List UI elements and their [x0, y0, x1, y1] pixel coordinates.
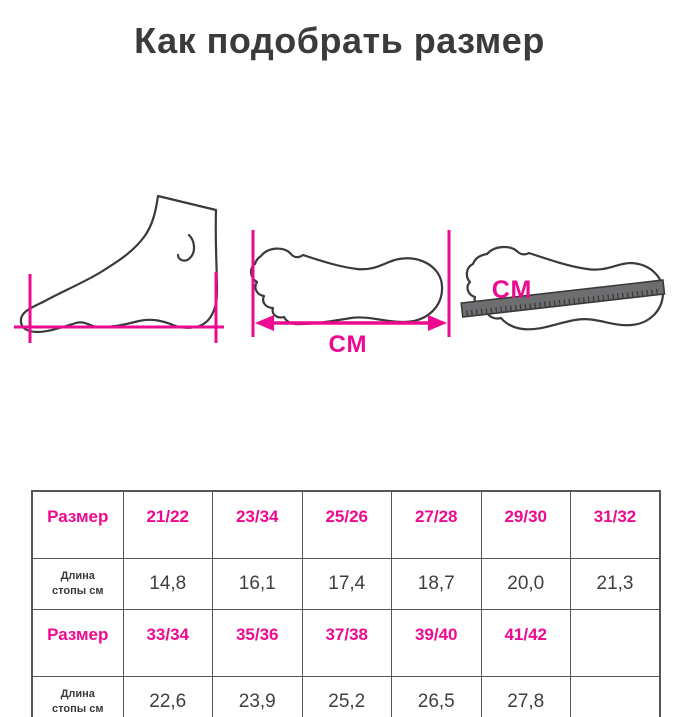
- size-cell: 29/30: [481, 491, 571, 559]
- length-cell: 26,5: [392, 677, 482, 717]
- footprint-outline: [251, 249, 442, 325]
- length-cell: 22,6: [123, 677, 213, 717]
- size-table: [31, 490, 661, 717]
- length-cell: 18,7: [392, 559, 482, 610]
- length-cell: 25,2: [302, 677, 392, 717]
- size-cell: 33/34: [123, 610, 213, 677]
- length-cell: 27,8: [481, 677, 571, 717]
- size-cell: 31/32: [571, 491, 661, 559]
- foot-outline: [21, 196, 217, 332]
- size-cell: 25/26: [302, 491, 392, 559]
- footprint-length-illustration: [245, 225, 460, 357]
- size-row-label: Размер: [32, 491, 123, 559]
- size-cell: 37/38: [302, 610, 392, 677]
- length-cell: 17,4: [302, 559, 392, 610]
- size-cell: [571, 610, 661, 677]
- table-row-lengths-1: [32, 559, 660, 610]
- length-cell: 20,0: [481, 559, 571, 610]
- length-cell: 16,1: [213, 559, 303, 610]
- cm-label: СМ: [491, 276, 533, 304]
- foot-side-view-illustration: [5, 185, 235, 347]
- footprint-ruler-illustration: [455, 243, 679, 350]
- table-row-lengths-2: [32, 677, 660, 717]
- size-cell: 27/28: [392, 491, 482, 559]
- cm-label: СМ: [328, 331, 368, 357]
- page-title: Как подобрать размер: [134, 20, 545, 61]
- table-row-sizes-2: [32, 610, 660, 677]
- length-cell: 23,9: [213, 677, 303, 717]
- length-cell: [571, 677, 661, 717]
- size-cell: 41/42: [481, 610, 571, 677]
- size-cell: 23/34: [213, 491, 303, 559]
- length-cell: 21,3: [571, 559, 661, 610]
- length-row-label: Длина стопы см: [32, 559, 123, 610]
- length-cell: 14,8: [123, 559, 213, 610]
- length-row-label: Длина стопы см: [32, 677, 123, 717]
- size-cell: 35/36: [213, 610, 303, 677]
- size-cell: 39/40: [392, 610, 482, 677]
- size-cell: 21/22: [123, 491, 213, 559]
- table-row-sizes-1: [32, 491, 660, 559]
- size-row-label: Размер: [32, 610, 123, 677]
